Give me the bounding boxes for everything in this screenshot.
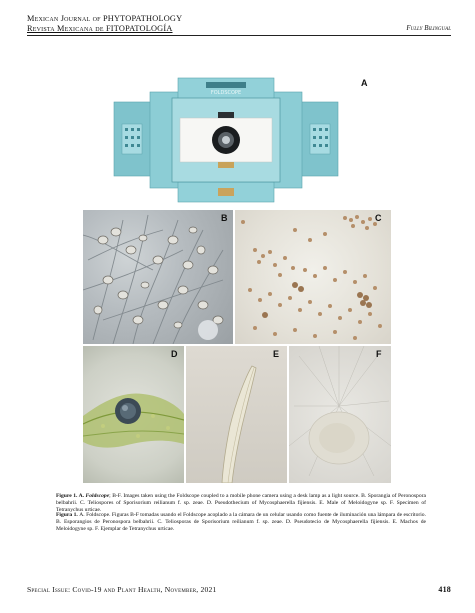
panel-label-d: D: [171, 349, 178, 359]
figure-panel-a: [110, 72, 342, 210]
figure-caption-spanish: [56, 512, 426, 534]
foldscope-device-illustration: [110, 72, 342, 210]
teliospores-micrograph: [235, 210, 391, 344]
sporangia-micrograph: [83, 210, 233, 344]
caption-es-text: A. Foldscope. Figuras B-F tomadas usando el Foldscope acoplado a la cámara de un celular usando como fuente de iluminación una lámpara de escritorio. B. Esporangios de Peronospora belbahrii. C. Teliosporas de Sporisorium reilianum f. sp. zeae. D. Pseudotecio de Mycosphaerella fijiensis. E. Machos de Meloidogyne sp. F. Ejemplar de Tetranychus urticae.: [56, 512, 426, 533]
header-rule: [27, 35, 451, 36]
panel-label-f: F: [376, 349, 382, 359]
journal-title-en: Mexican Journal of PHYTOPATHOLOGY: [27, 14, 183, 23]
pseudothecium-micrograph: [83, 346, 184, 483]
edition-label: Fully Bilingual: [406, 24, 451, 32]
caption-en-text: ; B-F. Images taken using the Foldscope coupled to a mobile phone camera using a desk lamp as a light source. B. Sporangia of Peronospora belbahrii. C. Teliospores of Sporisorium reilianum f. sp. zeae. D. Pseudothecium of Mycosphaerella fijiensis. E. Male of Meloidogyne sp. F. Specimen of Tetranychus urticae.: [56, 493, 426, 514]
panel-label-b: B: [221, 213, 228, 223]
figure-panel-e: [186, 346, 287, 483]
caption-es-prefix: Figura 1.: [56, 512, 80, 518]
nematode-micrograph: [186, 346, 287, 483]
running-footer: [27, 585, 451, 594]
running-header: [27, 14, 451, 34]
issue-label: Special Issue: Covid-19 and Plant Health, November, 2021: [27, 585, 217, 594]
caption-en-prefix: Figure 1. A.: [56, 493, 86, 499]
figure-panel-f: [289, 346, 391, 483]
panel-label-a: A: [361, 78, 368, 88]
figure-panel-b: [83, 210, 233, 344]
panel-label-e: E: [273, 349, 280, 359]
figure-panel-d: [83, 346, 184, 483]
page-number: 418: [438, 585, 451, 594]
panel-label-c: C: [375, 213, 382, 223]
caption-en-term: Foldscope: [85, 493, 110, 499]
mite-micrograph: [289, 346, 391, 483]
foldscope-logo-text: FOLDSCOPE: [210, 90, 242, 96]
figure-panel-c: [235, 210, 391, 344]
journal-title-es: Revista Mexicana de FITOPATOLOGÍA: [27, 24, 173, 33]
